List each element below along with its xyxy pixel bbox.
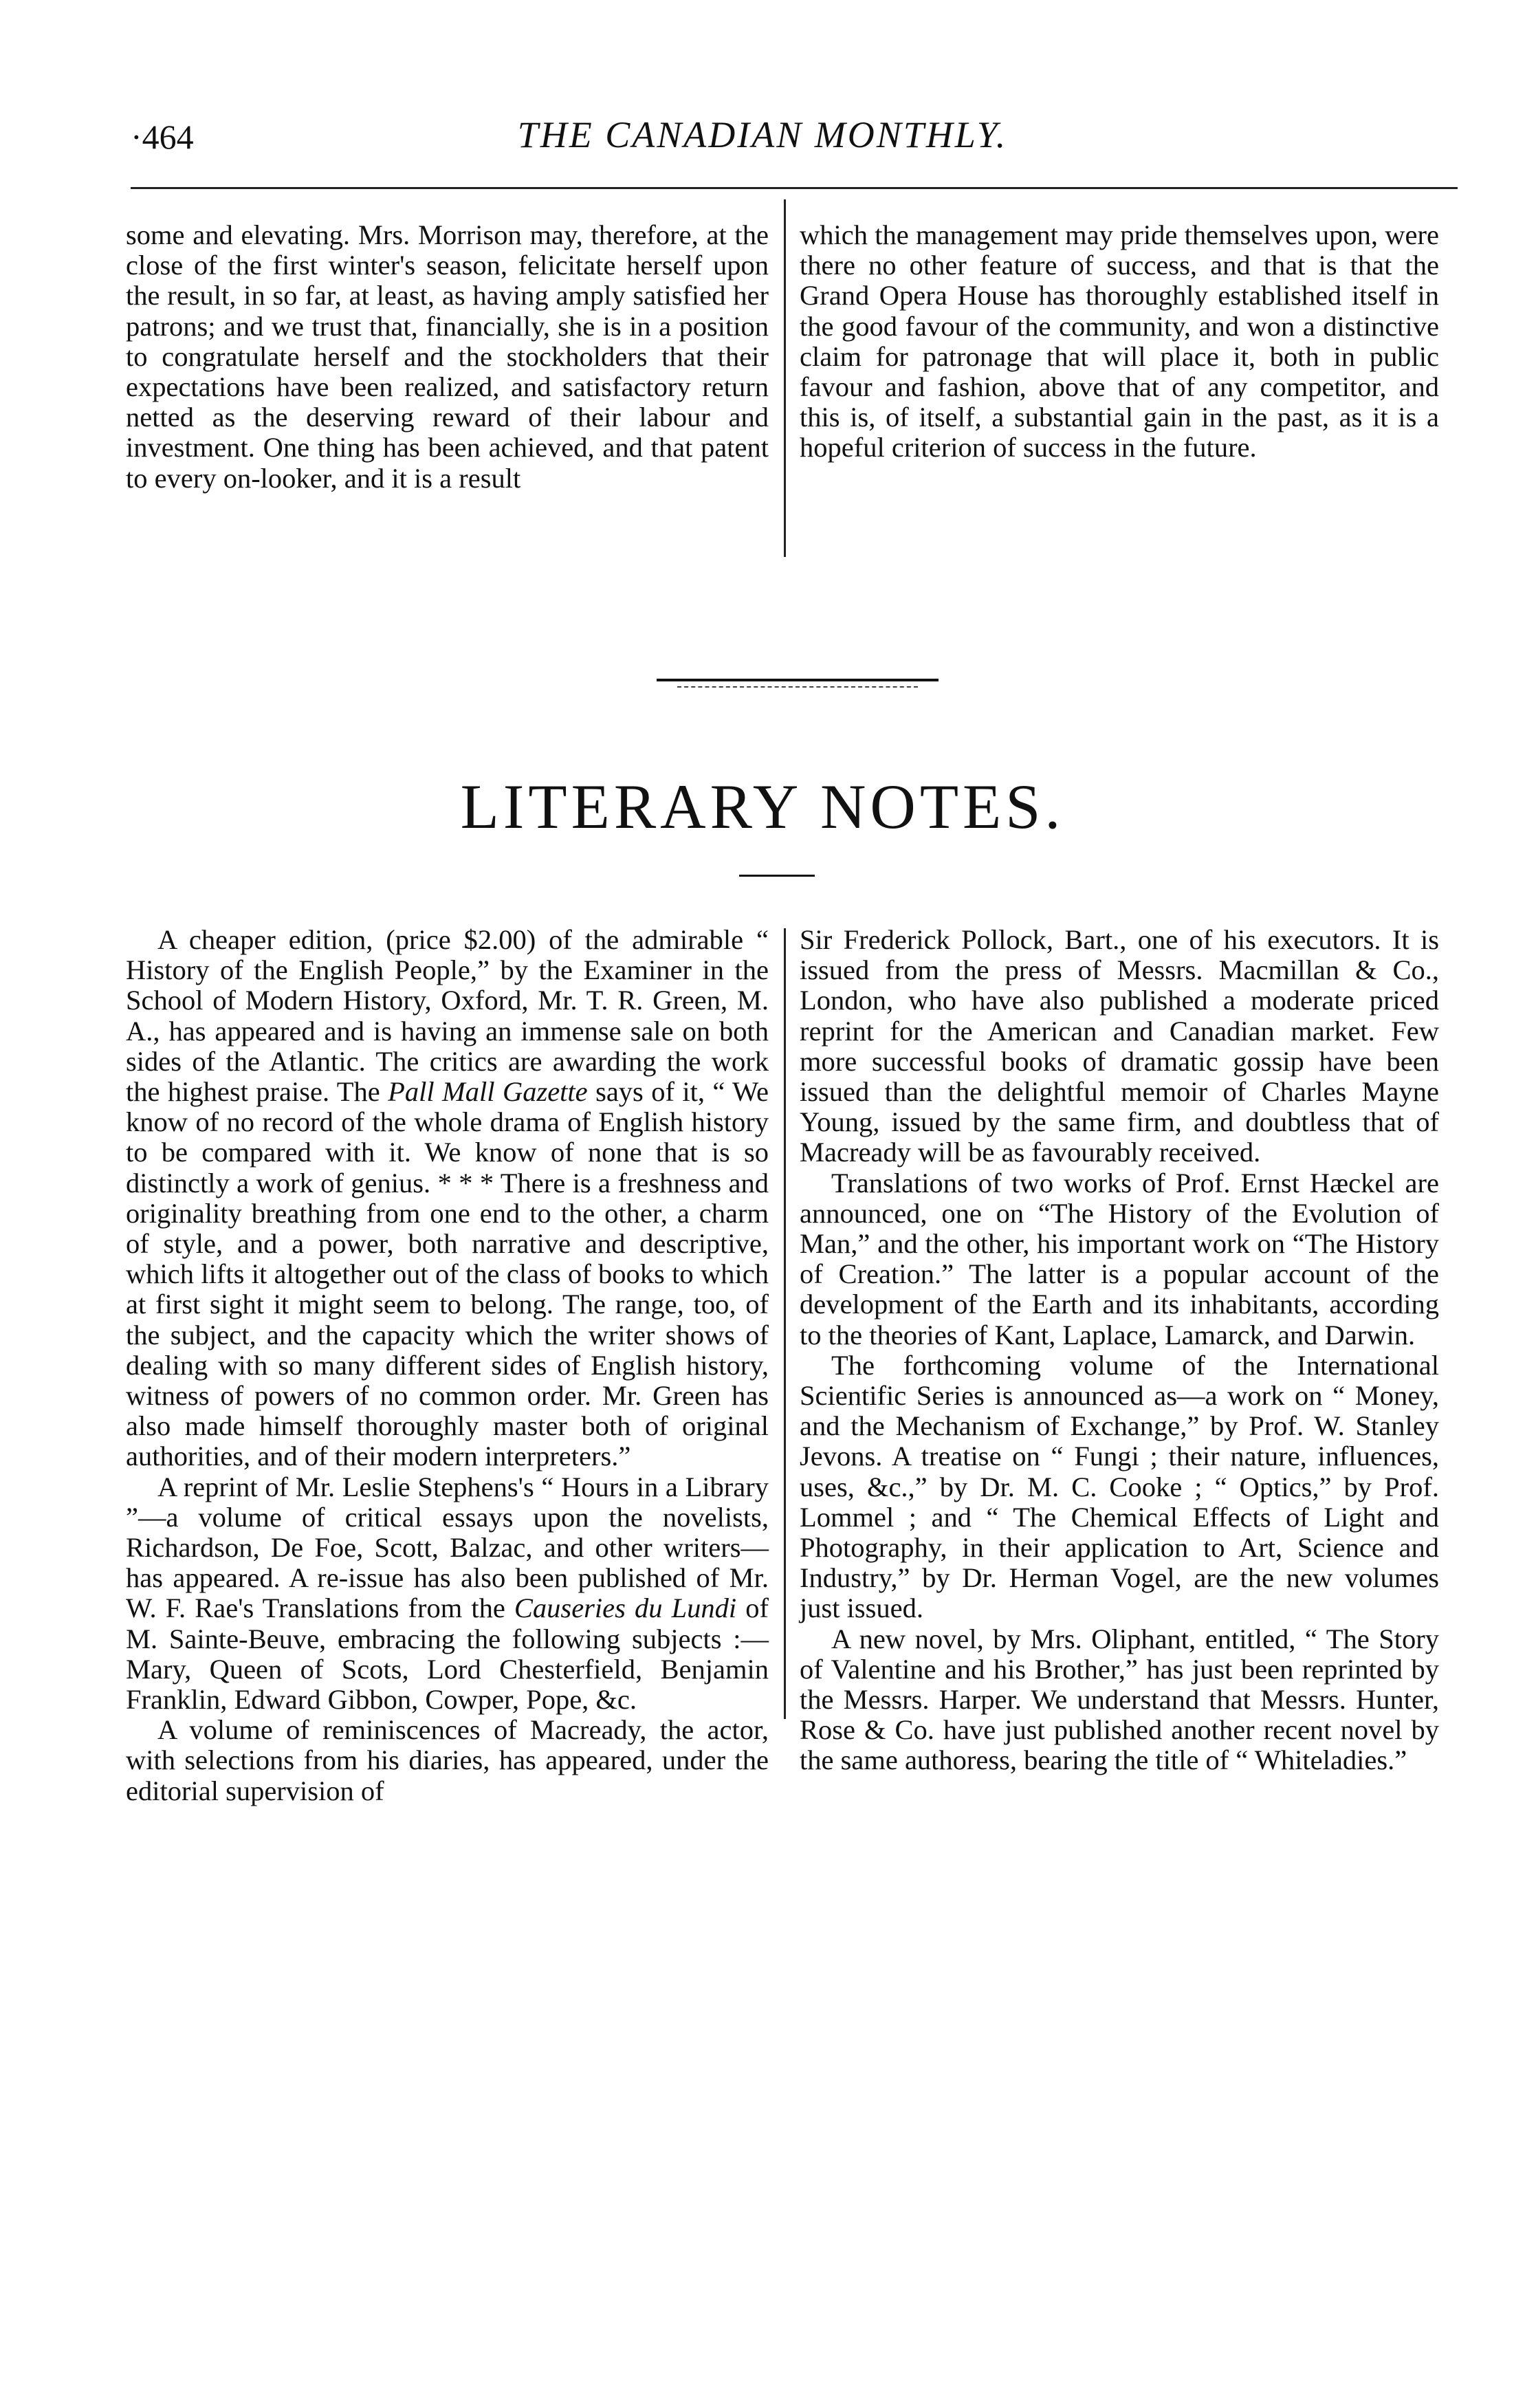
page-number: ·464	[131, 118, 194, 156]
title-rule	[739, 875, 815, 877]
section-title: LITERARY NOTES.	[460, 771, 1065, 842]
paragraph: Sir Frederick Pollock, Bart., one of his executors. It is issued from the press of Messrs. Macmillan & Co., London, who have also published a moderate priced reprint for the American and Canadian market. Few more successful books of dramatic gossip have been issued than the delightful memoir of Charles Mayne Young, issued by the same firm, and doubtless that of Macready will be as favourably received.	[800, 924, 1439, 1168]
column-divider	[784, 928, 786, 1719]
paragraph	[126, 925, 769, 1472]
ornamental-rule	[657, 679, 939, 681]
paragraph: Translations of two works of Prof. Ernst Hæckel are announced, one on “The History of the Evolution of Man,” and the other, his important work on “The History of Creation.” The latter is a popular account of the development of the Earth and its inhabitants, according to the theories of Kant, Laplace, Lamarck, and Darwin.	[800, 1167, 1439, 1350]
text-run: A cheaper edition, (price $2.00) of the admirable “ History of the English People,” by the Examiner in the School of Modern History, Oxford, Mr. T. R. Green, M. A., has appeared and is having an immense sale on both sides of the Atlantic. The critics are awarding the work the highest praise. The	[126, 924, 769, 1108]
italic-title: Pall Mall Gazette	[388, 1076, 588, 1108]
text-run: of M. Sainte-Beuve, embracing the following subjects :—Mary, Queen of Scots, Lord Chesterfield, Benjamin Franklin, Edward Gibbon, Cowper, Pope, &c.	[126, 1592, 769, 1716]
header-rule	[131, 187, 1458, 189]
ornamental-rule-dashed	[677, 686, 918, 688]
continued-text-right	[800, 220, 1439, 463]
literary-notes-right-column	[800, 925, 1439, 1776]
continued-text-left	[126, 220, 769, 494]
running-title: THE CANADIAN MONTHLY.	[517, 114, 1008, 155]
paragraph: The forthcoming volume of the International Scientific Series is announced as—a work on “ Money, and the Mechanism of Exchange,” by Prof. W. Stanley Jevons. A treatise on “ Fungi ; their nature, influences, uses, &c.,” by Dr. M. C. Cooke ; “ Optics,” by Prof. Lommel ; and “ The Chemical Effects of Light and Photography, in their application to Art, Science and Industry,” by Dr. Herman Vogel, are the new volumes just issued.	[800, 1349, 1439, 1624]
italic-title: Causeries du Lundi	[514, 1592, 737, 1624]
column-divider	[784, 199, 786, 557]
paragraph: A volume of reminiscences of Macready, the actor, with selections from his diaries, has appeared, under the editorial supervision of	[126, 1714, 769, 1806]
paragraph: A new novel, by Mrs. Oliphant, entitled, “ The Story of Valentine and his Brother,” has just been reprinted by the Messrs. Harper. We understand that Messrs. Hunter, Rose & Co. have just published another recent novel by the same authoress, bearing the title of “ Whiteladies.”	[800, 1623, 1439, 1776]
text-run: A reprint of Mr. Leslie Stephens's “ Hours in a Library ”—a volume of critical essays upon the novelists, Richardson, De Foe, Scott, Balzac, and other writers—has appeared. A re-issue has also been published of Mr. W. F. Rae's Translations from the	[126, 1471, 769, 1624]
paragraph: which the management may pride themselves upon, were there no other feature of success, and that is that the Grand Opera House has thoroughly established itself in the good favour of the community, and won a distinctive claim for patronage that will place it, both in public favour and fashion, above that of any competitor, and this is, of itself, a substantial gain in the past, as it is a hopeful criterion of success in the future.	[800, 219, 1439, 463]
paragraph: some and elevating. Mrs. Morrison may, therefore, at the close of the first winter's season, felicitate herself upon the result, in so far, at least, as having amply satisfied her patrons; and we trust that, financially, she is in a position to congratulate herself and the stockholders that their expectations have been realized, and satisfactory return netted as the deserving reward of their labour and investment. One thing has been achieved, and that patent to every on-looker, and it is a result	[126, 219, 769, 494]
literary-notes-left-column	[126, 925, 769, 1806]
paragraph	[126, 1472, 769, 1716]
text-run: says of it, “ We know of no record of the whole drama of English history to be compared with it. We know of none that is so distinctly a work of genius. * * * There is a freshness and originality breathing from one end to the other, a charm of style, and a power, both narrative and descriptive, which lifts it altogether out of the class of books to which at first sight it might seem to belong. The range, too, of the subject, and the capacity which the writer shows of dealing with so many different sides of English history, witness of powers of no common order. Mr. Green has also made himself thoroughly master both of original authorities, and of their modern interpreters.”	[126, 1076, 769, 1472]
